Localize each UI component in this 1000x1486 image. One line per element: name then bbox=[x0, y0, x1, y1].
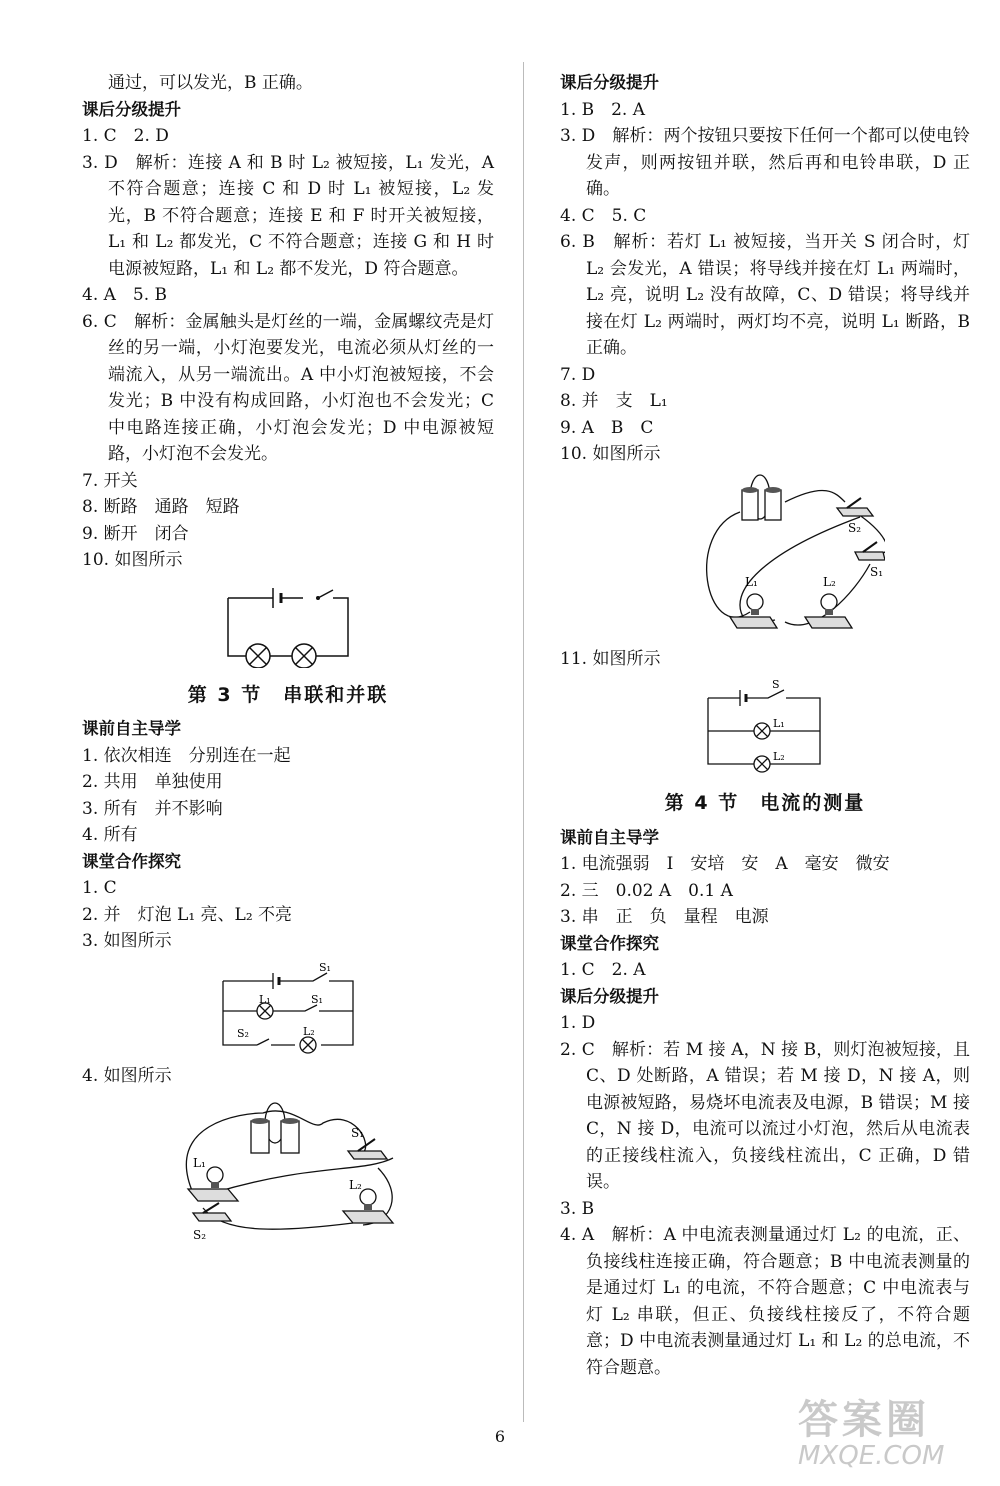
answer-item: 6. B 解析：若灯 L₁ 被短接，当开关 S 闭合时，灯 L₂ 会发光，A 错误；将导线并接在灯 L₁ 两端时，L₂ 亮，说明 L₂ 没有故障，C、D 错误；将导线并接在灯 L₂ 两端时，两灯均不亮，说明 L₁ 断路，B 正确。 bbox=[560, 232, 970, 358]
answer-item: 7. D bbox=[560, 364, 596, 385]
left-column bbox=[82, 70, 494, 1247]
series-circuit-diagram bbox=[218, 578, 358, 668]
section-heading: 课堂合作探究 bbox=[82, 851, 181, 871]
answer-item: 1. B 2. A bbox=[560, 99, 646, 120]
watermark-logo: 答案圈 MXQE.COM bbox=[798, 1397, 945, 1471]
right-column bbox=[560, 70, 970, 1381]
fig-label-l2: L₂ bbox=[823, 574, 836, 589]
answer-item: 4. 如图所示 bbox=[82, 1065, 172, 1086]
answer-item: 11. 如图所示 bbox=[560, 648, 661, 669]
answer-item: 8. 并 支 L₁ bbox=[560, 391, 668, 411]
page-number: 6 bbox=[494, 1427, 506, 1446]
fig-label-l1: L₁ bbox=[745, 574, 758, 589]
section-heading: 课后分级提升 bbox=[560, 73, 659, 92]
answer-item: 3. D 解析：连接 A 和 B 时 L₂ 被短接，L₁ 发光，A 不符合题意；连接 C 和 D 时 L₁ 被短接，L₂ 发光，B 不符合题意；连接 E 和 F 时开关被短接，L₁ 和 L₂ 都发光，C 不符合题意；连接 G 和 H 时电源被短路，L₁ 和 L₂ 都不发光，D 符合题意。 bbox=[82, 152, 494, 279]
fig-label-l1: L₁ bbox=[193, 1156, 206, 1170]
fig-label-s2: S₂ bbox=[193, 1228, 207, 1242]
answer-item: 8. 断路 通路 短路 bbox=[82, 497, 240, 517]
answer-item: 4. A 5. B bbox=[82, 285, 168, 305]
answer-item: 1. D bbox=[560, 1013, 596, 1033]
section-title-3: 第 3 节 串联和并联 bbox=[187, 683, 389, 706]
continued-text: 通过，可以发光，B 正确。 bbox=[108, 73, 313, 93]
section-heading: 课前自主导学 bbox=[560, 827, 659, 847]
parallel-circuit-diagram-11 bbox=[700, 676, 830, 776]
physical-circuit-diagram-1 bbox=[163, 1093, 413, 1243]
answer-item: 4. C 5. C bbox=[560, 205, 647, 226]
fig-label-l1: L₁ bbox=[259, 992, 271, 1006]
section-heading: 课堂合作探究 bbox=[560, 933, 659, 953]
answer-item: 6. C 解析：金属触头是灯丝的一端，金属螺纹壳是灯丝的另一端，小灯泡要发光，电流必须从灯丝的一端流入，从另一端流出。A 中小灯泡被短接，不会发光；B 中没有构成回路，小灯泡也不会发光；C 中电路连接正确，小灯泡会发光；D 中电源被短路，小灯泡不会发光。 bbox=[82, 311, 494, 464]
fig-label-l1: L₁ bbox=[773, 717, 785, 730]
answer-item: 7. 开关 bbox=[82, 470, 138, 491]
answer-item: 3. 如图所示 bbox=[82, 931, 172, 951]
fig-label-l2: L₂ bbox=[303, 1024, 315, 1038]
answer-item: 3. 串 正 负 量程 电源 bbox=[560, 907, 769, 927]
fig-label-s1: S₁ bbox=[319, 960, 331, 974]
fig-label-s2: S₂ bbox=[237, 1026, 249, 1040]
answer-item: 4. A 解析：A 中电流表测量通过灯 L₂ 的电流，正、负接线柱连接正确，符合题意；B 中电流表测量的是通过灯 L₁ 的电流，不符合题意；C 中电流表与灯 L₂ 串联，但正、负接线柱接反了，不符合题意；D 中电流表测量通过灯 L₁ 和 L₂ 的总电流，不符合题意。 bbox=[560, 1225, 970, 1378]
parallel-circuit-diagram bbox=[213, 959, 363, 1059]
answer-item: 3. D 解析：两个按钮只要按下任何一个都可以使电铃发声，则两按钮并联，然后再和电铃串联，D 正确。 bbox=[560, 126, 970, 199]
answer-item: 2. 三 0.02 A 0.1 A bbox=[560, 880, 733, 901]
answer-item: 1. C 2. A bbox=[560, 960, 646, 980]
fig-label-l2: L₂ bbox=[349, 1178, 362, 1192]
fig-label-s2: S₂ bbox=[848, 520, 862, 535]
answer-item: 9. 断开 闭合 bbox=[82, 523, 189, 544]
fig-label-s1b: S₁ bbox=[311, 992, 323, 1006]
column-divider bbox=[523, 62, 524, 1422]
answer-item: 1. 依次相连 分别连在一起 bbox=[82, 745, 291, 766]
answer-item: 3. 所有 并不影响 bbox=[82, 798, 223, 819]
fig-label-l2: L₂ bbox=[773, 750, 785, 763]
fig-label-s1: S₁ bbox=[870, 564, 884, 579]
answer-item: 10. 如图所示 bbox=[560, 444, 661, 464]
answer-item: 4. 所有 bbox=[82, 825, 138, 845]
section-heading: 课后分级提升 bbox=[82, 99, 181, 119]
answer-item: 10. 如图所示 bbox=[82, 550, 183, 570]
answer-item: 2. 并 灯泡 L₁ 亮、L₂ 不亮 bbox=[82, 904, 293, 925]
fig-label-s1: S₁ bbox=[351, 1126, 365, 1140]
physical-circuit-diagram-2 bbox=[645, 472, 885, 642]
answer-item: 3. B bbox=[560, 1198, 595, 1219]
answer-item: 2. C 解析：若 M 接 A，N 接 B，则灯泡被短接，且 C、D 处断路，A 错误；若 M 接 D，N 接 A，则电源被短路，易烧坏电流表及电源，B 错误；M 接 C，N 接 D，电流可以流过小灯泡，然后从电流表的正接线柱流入，负接线柱流出，C 正确，D 错误。 bbox=[560, 1039, 970, 1192]
answer-item: 1. 电流强弱 I 安培 安 A 毫安 微安 bbox=[560, 854, 890, 874]
answer-item: 1. C bbox=[82, 878, 117, 898]
answer-item: 9. A B C bbox=[560, 417, 654, 438]
answer-item: 1. C 2. D bbox=[82, 126, 169, 146]
section-title-4: 第 4 节 电流的测量 bbox=[664, 792, 866, 814]
answer-item: 2. 共用 单独使用 bbox=[82, 772, 223, 792]
section-heading: 课后分级提升 bbox=[560, 986, 659, 1006]
section-heading: 课前自主导学 bbox=[82, 719, 181, 738]
fig-label-s: S bbox=[772, 678, 780, 691]
